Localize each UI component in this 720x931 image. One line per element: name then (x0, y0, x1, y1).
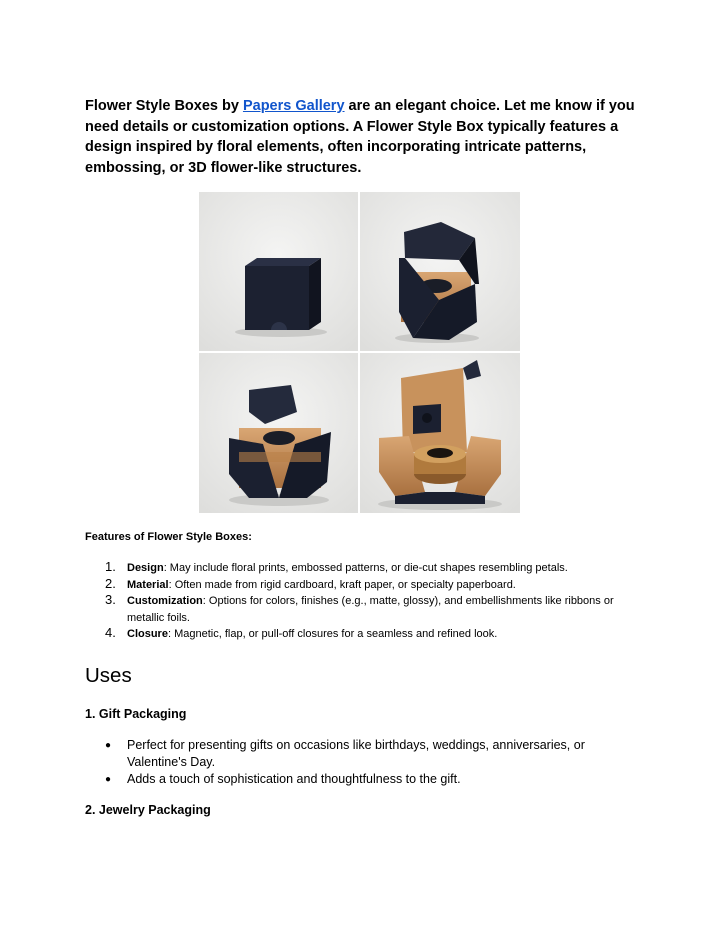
feature-description: : Often made from rigid cardboard, kraft paper, or specialty paperboard. (168, 578, 516, 591)
feature-term: Design (127, 562, 164, 574)
list-item: ● Adds a touch of sophistication and thoughtfulness to the gift. (85, 771, 645, 788)
gift-packaging-heading: 1. Gift Packaging (85, 707, 187, 721)
flower-box-photo-grid (199, 192, 520, 513)
list-number: 2. (105, 575, 116, 591)
feature-item-design (85, 560, 645, 577)
feature-term: Customization (127, 595, 203, 607)
intro-paragraph (85, 96, 645, 178)
features-heading: Features of Flower Style Boxes: (85, 531, 252, 543)
photo-closed-box (199, 192, 358, 351)
uses-heading: Uses (85, 664, 132, 687)
list-number: 1. (105, 559, 116, 574)
feature-item-closure (85, 626, 645, 643)
feature-description: : Magnetic, flap, or pull-off closures for a seamless and refined look. (167, 628, 498, 640)
features-list (85, 560, 645, 643)
feature-item-material (85, 577, 645, 594)
papers-gallery-link[interactable]: Papers Gallery (242, 98, 345, 114)
list-number: 3. (105, 592, 116, 607)
gift-packaging-list (85, 737, 645, 788)
list-number: 4. (105, 625, 116, 640)
intro-text-before: Flower Style Boxes by (85, 98, 243, 114)
photo-box-opening (360, 192, 520, 351)
intro-text-after: are an elegant choice. Let me know if you need details or customization options. A Flower Style Box typically features a design inspired by floral elements, often incorporating intricate patterns, embossing, or 3D flower-like structures. (85, 98, 635, 176)
feature-term: Material (127, 578, 169, 591)
photo-box-fully-open (360, 353, 520, 513)
feature-description: : May include floral prints, embossed patterns, or die-cut shapes resembling petals. (163, 562, 568, 574)
feature-item-customization (85, 593, 645, 626)
feature-term: Closure (127, 628, 168, 640)
jewelry-packaging-heading: 2. Jewelry Packaging (85, 803, 211, 817)
list-item: ● Perfect for presenting gifts on occasions like birthdays, weddings, anniversaries, or Valentine's Day. (85, 737, 645, 771)
photo-petals-half-open (199, 353, 358, 513)
feature-description: : Options for colors, finishes (e.g., matte, glossy), and embellishments like ribbons or metallic foils. (127, 595, 614, 624)
